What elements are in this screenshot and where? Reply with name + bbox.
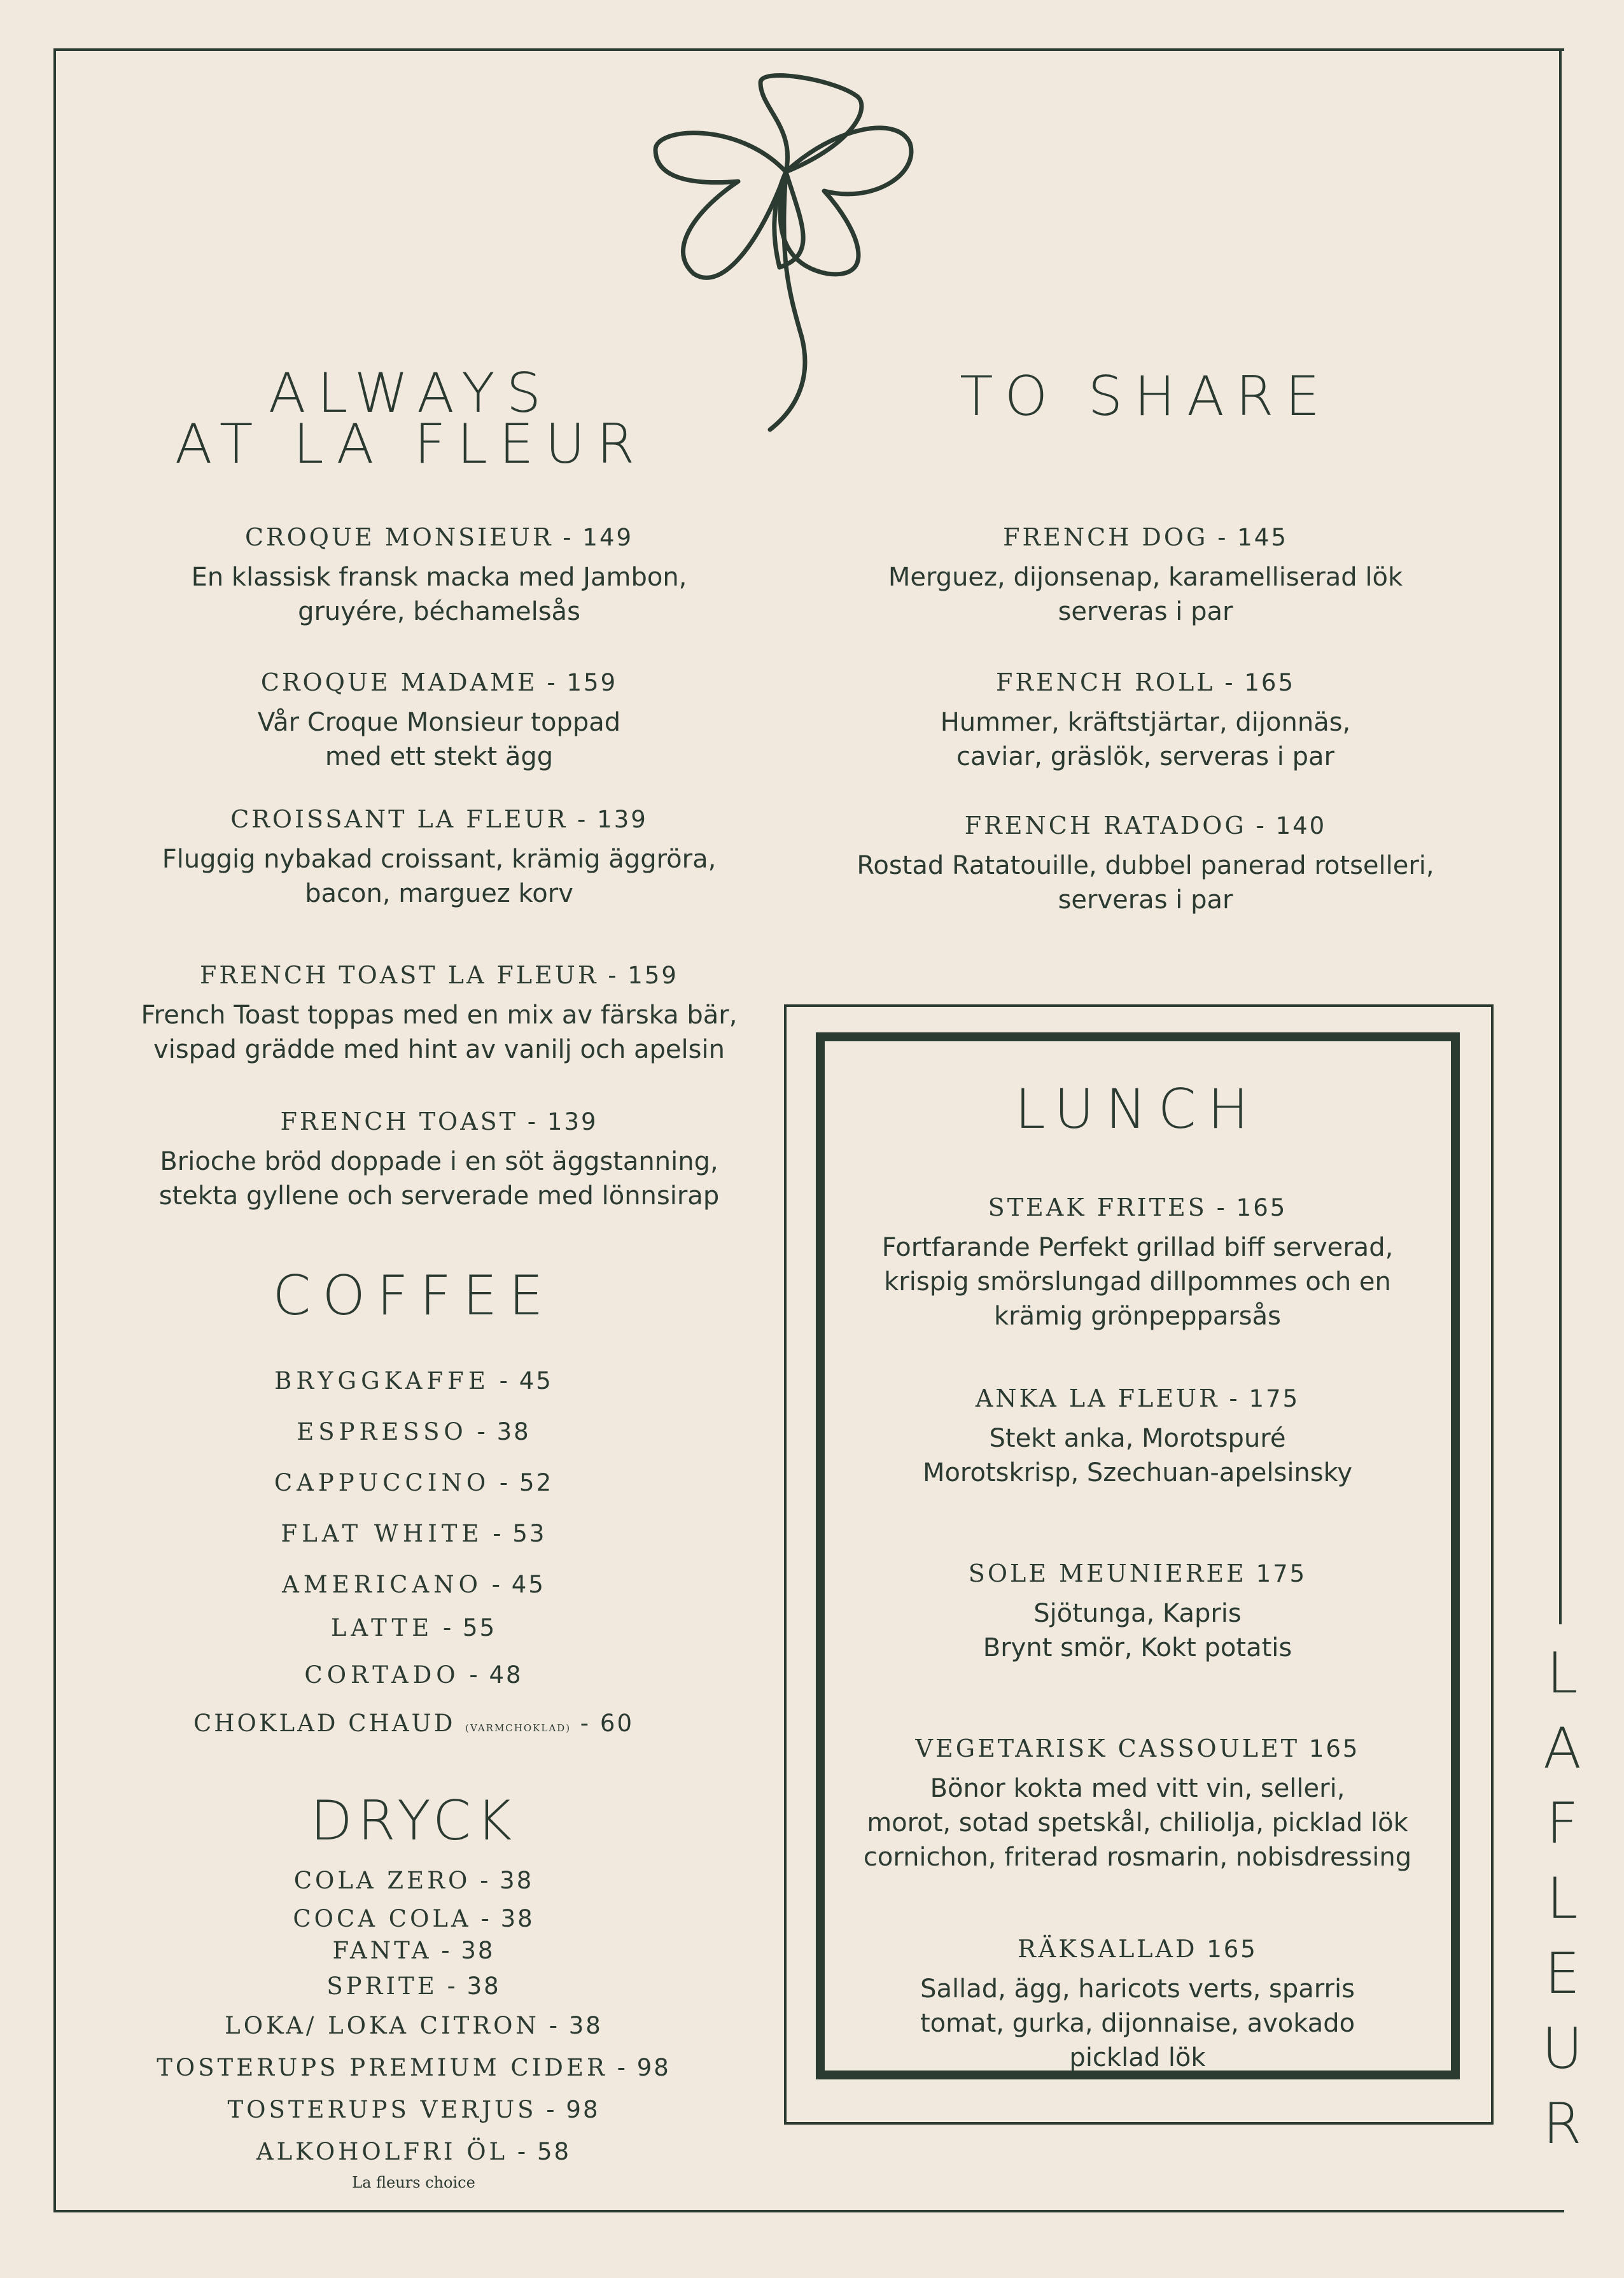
coffee-heading: COFFEE	[272, 1264, 555, 1328]
item-price: - 139	[518, 1108, 598, 1135]
item-desc: Sallad, ägg, haricots verts, sparris	[920, 1974, 1355, 2004]
item-title: FRENCH DOG	[1003, 523, 1208, 551]
item-title: FRENCH RATADOG	[964, 812, 1247, 840]
dryck-footnote: La fleurs choice	[352, 2174, 475, 2191]
item-desc: krispig smörslungad dillpommes och en	[884, 1267, 1391, 1297]
item-desc: Stekt anka, Morotspuré	[989, 1424, 1286, 1453]
item-price: - 165	[1207, 1194, 1287, 1221]
item-price: - 139	[568, 806, 648, 833]
brand-letter: U	[1541, 2016, 1583, 2081]
brand-letter: L	[1546, 1640, 1578, 1706]
item-desc: tomat, gurka, dijonnaise, avokado	[920, 2009, 1355, 2038]
brand-letter: R	[1543, 2091, 1582, 2156]
item-desc: Brioche bröd doppade i en söt äggstanning,	[160, 1147, 718, 1176]
lunch-item	[827, 1559, 1448, 1665]
item-title: FRENCH TOAST	[280, 1107, 519, 1135]
item-desc: stekta gyllene och serverade med lönnsirap	[158, 1181, 720, 1211]
coffee-item: LATTE - 55	[330, 1614, 497, 1642]
item-title: RÄKSALLAD	[1018, 1935, 1198, 1963]
item-title: CROISSANT LA FLEUR	[230, 805, 568, 833]
lunch-item	[827, 1384, 1448, 1490]
item-desc: Rostad Ratatouille, dubbel panerad rotselleri,	[857, 851, 1434, 880]
coffee-list	[95, 1367, 732, 1737]
item-desc: Brynt smör, Kokt potatis	[983, 1633, 1292, 1663]
dryck-item: SPRITE - 38	[326, 1972, 501, 2000]
item-price: - 149	[553, 524, 634, 551]
always-section	[95, 362, 795, 476]
always-item	[64, 805, 815, 911]
item-price: 165	[1197, 1936, 1257, 1963]
item-title: SOLE MEUNIEREE	[968, 1559, 1247, 1587]
coffee-item: AMERICANO - 45	[282, 1571, 545, 1598]
item-desc: cornichon, friterad rosmarin, nobisdressing	[863, 1843, 1412, 1872]
dryck-item: TOSTERUPS PREMIUM CIDER - 98	[157, 2054, 671, 2081]
share-item	[795, 523, 1495, 629]
lunch-frame-inner	[816, 1032, 1460, 2079]
item-desc: bacon, marguez korv	[305, 879, 573, 908]
item-title: FRENCH ROLL	[996, 668, 1215, 696]
item-desc: Fortfarande Perfekt grillad biff serverad,	[881, 1233, 1394, 1262]
item-desc: En klassisk fransk macka med Jambon,	[191, 563, 687, 592]
coffee-section	[95, 1264, 732, 1328]
item-desc: French Toast toppas med en mix av färska bär,	[141, 1001, 738, 1030]
always-item	[64, 668, 815, 774]
coffee-item-choklad: CHOKLAD CHAUD (VARMCHOKLAD) - 60	[193, 1710, 634, 1737]
coffee-item: CORTADO - 48	[304, 1661, 523, 1689]
item-price: 175	[1246, 1560, 1307, 1587]
brand-letter: F	[1546, 1790, 1579, 1856]
item-desc: picklad lök	[1069, 2043, 1206, 2072]
item-desc: Fluggig nybakad croissant, krämig äggröra,	[162, 845, 717, 874]
share-item	[795, 668, 1495, 774]
dryck-item: ALKOHOLFRI ÖL - 58	[256, 2138, 571, 2165]
item-desc: morot, sotad spetskål, chiliolja, picklad lök	[867, 1808, 1408, 1838]
lunch-item	[827, 1734, 1448, 1874]
item-desc: Merguez, dijonsenap, karamelliserad lök	[888, 563, 1403, 592]
always-heading-line1: ALWAYS	[268, 362, 553, 425]
always-item	[64, 1107, 815, 1213]
always-item	[64, 961, 815, 1067]
share-item	[795, 812, 1495, 917]
item-desc: Sjötunga, Kapris	[1033, 1599, 1242, 1628]
item-title: CROQUE MADAME	[260, 668, 538, 696]
lunch-item	[827, 1935, 1448, 2075]
item-title: FRENCH TOAST LA FLEUR	[200, 961, 599, 989]
item-desc: Hummer, kräftstjärtar, dijonnäs,	[940, 708, 1351, 737]
item-title: CROQUE MONSIEUR	[244, 523, 554, 551]
dryck-list	[95, 1867, 732, 2191]
item-price: - 175	[1219, 1385, 1300, 1412]
coffee-item: ESPRESSO - 38	[297, 1418, 531, 1445]
item-desc: serveras i par	[1058, 597, 1233, 626]
item-desc: vispad grädde med hint av vanilj och apelsin	[153, 1035, 725, 1064]
item-desc: Vår Croque Monsieur toppad	[257, 708, 621, 737]
brand-letter: E	[1544, 1941, 1580, 2006]
dryck-item: LOKA/ LOKA CITRON - 38	[225, 2012, 603, 2039]
dryck-heading: DRYCK	[310, 1789, 517, 1853]
brand-letter: A	[1543, 1715, 1582, 1781]
item-desc: med ett stekt ägg	[325, 742, 554, 771]
item-price: - 159	[537, 669, 618, 696]
always-heading-line2: AT LA FLEUR	[174, 412, 647, 476]
share-section	[795, 365, 1495, 428]
item-title: VEGETARISK CASSOULET	[915, 1734, 1300, 1762]
brand-letter: L	[1546, 1866, 1578, 1931]
coffee-item: CAPPUCCINO - 52	[274, 1469, 554, 1496]
item-desc: Bönor kokta med vitt vin, selleri,	[930, 1774, 1345, 1803]
always-item	[64, 523, 815, 629]
item-desc: krämig grönpepparsås	[993, 1302, 1281, 1331]
lunch-item	[827, 1193, 1448, 1333]
item-price: - 140	[1246, 812, 1327, 840]
brand-vertical-wordmark	[1530, 1636, 1594, 2162]
coffee-item: BRYGGKAFFE - 45	[274, 1367, 553, 1395]
item-desc: serveras i par	[1058, 885, 1233, 915]
dryck-section	[95, 1789, 732, 1853]
item-price: - 145	[1208, 524, 1288, 551]
item-price: - 159	[598, 962, 678, 989]
share-heading: TO SHARE	[960, 365, 1331, 428]
item-desc: caviar, gräslök, serveras i par	[956, 742, 1334, 771]
item-price: 165	[1299, 1735, 1360, 1762]
lunch-section	[827, 1078, 1448, 1141]
item-title: STEAK FRITES	[988, 1193, 1207, 1221]
dryck-item: TOSTERUPS VERJUS - 98	[227, 2096, 600, 2123]
page-border-right	[1559, 48, 1562, 1624]
dryck-item: FANTA - 38	[332, 1937, 495, 1964]
item-desc: Morotskrisp, Szechuan-apelsinsky	[922, 1458, 1353, 1487]
dryck-item: COCA COLA - 38	[293, 1905, 535, 1932]
item-price: - 165	[1215, 669, 1295, 696]
coffee-item: FLAT WHITE - 53	[281, 1520, 547, 1547]
item-title: ANKA LA FLEUR	[975, 1384, 1220, 1412]
lunch-heading: LUNCH	[1014, 1078, 1261, 1141]
dryck-item: COLA ZERO - 38	[293, 1867, 534, 1894]
item-desc: gruyére, béchamelsås	[298, 597, 580, 626]
